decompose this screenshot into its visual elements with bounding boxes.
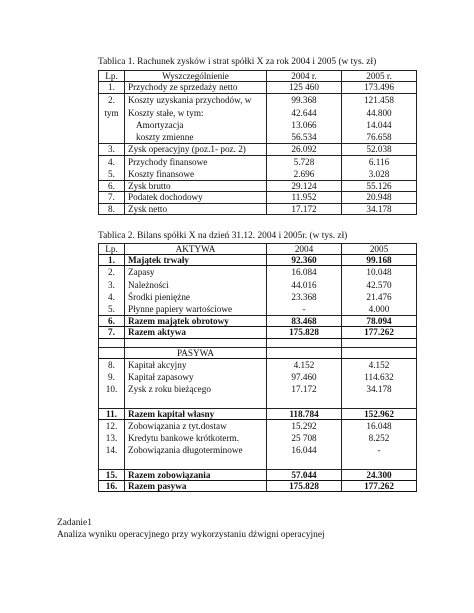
lp-cell: 7. xyxy=(99,327,125,338)
name-cell: Razem pasywa xyxy=(125,480,267,491)
table1-header-2004: 2004 r. xyxy=(267,71,342,82)
lp-line: 4. xyxy=(108,156,115,167)
value-line: 17.172 xyxy=(291,384,317,395)
value-line: 16.044 xyxy=(291,445,317,456)
value-line: 42.570 xyxy=(366,279,392,290)
value-2005-cell: 52.038 xyxy=(342,144,417,155)
value-line: 13.066 xyxy=(291,119,317,130)
value-2004-cell: 83.468 xyxy=(267,316,342,327)
name-cell: Razem zobowiązania xyxy=(125,469,267,480)
lp-cell xyxy=(99,94,125,144)
lp-cell: 16. xyxy=(99,480,125,491)
assets-row xyxy=(99,316,417,327)
table1-row-group xyxy=(99,155,417,181)
name-cell: Razem aktywa xyxy=(125,327,267,338)
name-line: Środki pieniężne xyxy=(128,291,190,302)
lp-cell xyxy=(99,358,125,408)
liabilities-row xyxy=(99,469,417,480)
name-line: Kredytu bankowe krótkoterm. xyxy=(128,433,239,444)
value-2005-cell: 20.948 xyxy=(342,192,417,203)
table2-header-lp: Lp. xyxy=(99,244,125,255)
value-2004-cell: 175.828 xyxy=(267,327,342,338)
name-cell: Podatek dochodowy xyxy=(125,192,267,203)
value-line: 10.048 xyxy=(366,267,392,278)
assets-row xyxy=(99,255,417,266)
value-line: 25 708 xyxy=(291,433,317,444)
name-cell: Razem majątek obrotowy xyxy=(125,316,267,327)
value-2004-cell: 26.092 xyxy=(267,144,342,155)
name-line: Kapitał akcyjny xyxy=(128,359,187,370)
value-line: 97.460 xyxy=(291,372,317,383)
value-line: - xyxy=(377,445,381,456)
name-line: Należności xyxy=(128,279,169,290)
lp-cell: 11. xyxy=(99,408,125,419)
table1-header-lp: Lp. xyxy=(99,71,125,82)
value-2005-cell: 177.262 xyxy=(342,327,417,338)
liabilities-header-lp xyxy=(99,347,125,358)
value-2004-cell xyxy=(267,155,342,181)
table1-row xyxy=(99,144,417,155)
value-2005-cell: 177.262 xyxy=(342,480,417,491)
value-line: 114.632 xyxy=(364,372,394,383)
value-line: 6.116 xyxy=(368,156,390,167)
value-2005-cell: 55.126 xyxy=(342,181,417,192)
liabilities-row-group xyxy=(99,358,417,408)
table2-caption: Tablica 2. Bilans spółki X na dzień 31.12. 2004 i 2005r. (w tys. zł) xyxy=(98,231,348,241)
table1-row xyxy=(99,192,417,203)
assets-row-group xyxy=(99,266,417,316)
value-2004-cell xyxy=(267,358,342,408)
table2-header-2004: 2004 xyxy=(267,244,342,255)
value-line: 21.476 xyxy=(366,291,392,302)
table2-header-2005: 2005 xyxy=(342,244,417,255)
table1-header-2005: 2005 r. xyxy=(342,71,417,82)
lp-line: 2. xyxy=(108,95,115,106)
lp-line xyxy=(102,119,121,131)
liabilities-header-row xyxy=(99,347,417,358)
value-line: 14.044 xyxy=(366,119,392,130)
liabilities-row xyxy=(99,480,417,491)
spacer-cell xyxy=(267,338,342,347)
lp-cell: 3. xyxy=(99,144,125,155)
value-2004-cell: 175.828 xyxy=(267,480,342,491)
value-line: 16.048 xyxy=(366,420,392,431)
name-line: Koszty uzyskania przychodów, w xyxy=(128,95,252,106)
assets-row xyxy=(99,327,417,338)
task-title: Zadanie1 xyxy=(57,518,92,528)
lp-line: 8. xyxy=(108,359,115,370)
name-cell xyxy=(125,94,267,144)
name-line: Zobowiązania z tyt.dostaw xyxy=(128,420,227,431)
value-2005-cell: 152.962 xyxy=(342,408,417,419)
value-2005-cell xyxy=(342,419,417,469)
value-line xyxy=(270,456,338,468)
name-line: Przychody finansowe xyxy=(128,156,208,167)
lp-line: 10. xyxy=(105,384,118,395)
value-2004-cell: 57.044 xyxy=(267,469,342,480)
lp-cell: 6. xyxy=(99,316,125,327)
income-statement-table xyxy=(98,70,417,215)
lp-cell xyxy=(99,419,125,469)
name-cell xyxy=(125,155,267,181)
spacer-cell xyxy=(99,338,125,347)
name-line: Kapitał zapasowy xyxy=(128,372,194,383)
value-2004-cell: 125 460 xyxy=(267,82,342,94)
name-line xyxy=(128,456,263,468)
lp-line: 3. xyxy=(108,279,115,290)
lp-line: 14. xyxy=(105,445,118,456)
value-line xyxy=(270,395,338,407)
table2-header-row xyxy=(99,244,417,255)
lp-line: tym xyxy=(104,107,119,118)
table1-header-name: Wyszczególnienie xyxy=(125,71,267,82)
balance-sheet-table xyxy=(98,243,417,492)
table2-spacer-row xyxy=(99,338,417,347)
value-line xyxy=(345,395,413,407)
lp-cell: 6. xyxy=(99,181,125,192)
value-line: 34.178 xyxy=(366,384,392,395)
value-2005-cell xyxy=(342,266,417,316)
lp-line: 2. xyxy=(108,267,115,278)
value-line: 15.292 xyxy=(291,420,317,431)
name-line: Koszty finansowe xyxy=(128,168,195,179)
value-line: - xyxy=(302,304,306,315)
lp-cell: 15. xyxy=(99,469,125,480)
name-cell xyxy=(125,266,267,316)
value-line: 44.800 xyxy=(366,107,392,118)
value-2005-cell: 78.094 xyxy=(342,316,417,327)
table1-row-group xyxy=(99,94,417,144)
name-line: Zysk z roku bieżącego xyxy=(128,384,211,395)
value-2004-cell: 92.360 xyxy=(267,255,342,266)
name-line: koszty zmienne xyxy=(136,132,194,143)
value-2005-cell: 99.168 xyxy=(342,255,417,266)
lp-line: 4. xyxy=(108,291,115,302)
name-cell xyxy=(125,419,267,469)
value-line: 23.368 xyxy=(291,291,317,302)
value-2005-cell xyxy=(342,155,417,181)
value-line xyxy=(345,456,413,468)
table1-row xyxy=(99,82,417,94)
name-cell xyxy=(125,358,267,408)
name-cell: Przychody ze sprzedaży netto xyxy=(125,82,267,94)
value-2005-cell: 24.300 xyxy=(342,469,417,480)
value-2004-cell: 17.172 xyxy=(267,203,342,214)
value-line: 16.084 xyxy=(291,267,317,278)
value-2005-cell xyxy=(342,94,417,144)
spacer-cell xyxy=(342,338,417,347)
name-cell: Zysk netto xyxy=(125,203,267,214)
name-line: Zobowiązania długoterminowe xyxy=(128,445,243,456)
name-cell: Majątek trwały xyxy=(125,255,267,266)
lp-line: 5. xyxy=(108,304,115,315)
lp-line: 5. xyxy=(108,168,115,179)
lp-line: 13. xyxy=(105,433,118,444)
liabilities-row xyxy=(99,408,417,419)
value-line: 76.658 xyxy=(366,132,392,143)
name-cell: Razem kapitał własny xyxy=(125,408,267,419)
value-line: 5.728 xyxy=(293,156,315,167)
value-2005-cell: 34.178 xyxy=(342,203,417,214)
table1-caption: Tablica 1. Rachunek zysków i strat spółki X za rok 2004 i 2005 (w tys. zł) xyxy=(98,57,377,67)
lp-cell: 1. xyxy=(99,255,125,266)
task-text: Analiza wyniku operacyjnego przy wykorzystaniu dźwigni operacyjnej xyxy=(57,530,325,540)
name-cell: Zysk operacyjny (poz.1- poz. 2) xyxy=(125,144,267,155)
value-line: 99.368 xyxy=(291,95,317,106)
value-line: 3.028 xyxy=(368,168,390,179)
name-line: Płynne papiery wartościowe xyxy=(128,304,233,315)
table1-header-row xyxy=(99,71,417,82)
value-2004-cell: 118.784 xyxy=(267,408,342,419)
value-2004-cell xyxy=(267,266,342,316)
lp-line: 12. xyxy=(105,420,118,431)
lp-line xyxy=(102,456,121,468)
lp-cell: 7. xyxy=(99,192,125,203)
liabilities-row-group xyxy=(99,419,417,469)
liabilities-header: PASYWA xyxy=(125,347,267,358)
value-2004-cell xyxy=(267,419,342,469)
table1-row xyxy=(99,203,417,214)
value-line: 44.016 xyxy=(291,279,317,290)
value-line: 8.252 xyxy=(368,433,390,444)
lp-line xyxy=(102,395,121,407)
value-line: 4.152 xyxy=(368,359,390,370)
table1-row xyxy=(99,181,417,192)
lp-cell xyxy=(99,155,125,181)
lp-line: 9. xyxy=(108,372,115,383)
lp-cell: 8. xyxy=(99,203,125,214)
value-2004-cell xyxy=(267,94,342,144)
liabilities-header-2004 xyxy=(267,347,342,358)
lp-cell xyxy=(99,266,125,316)
value-2004-cell: 11.952 xyxy=(267,192,342,203)
value-line: 56.534 xyxy=(291,132,317,143)
name-cell: Zysk brutto xyxy=(125,181,267,192)
value-line: 2.696 xyxy=(293,168,315,179)
value-line: 42.644 xyxy=(291,107,317,118)
lp-cell: 1. xyxy=(99,82,125,94)
value-line: 121.458 xyxy=(364,95,394,106)
name-line: Koszty stałe, w tym: xyxy=(128,107,204,118)
spacer-cell xyxy=(125,338,267,347)
table2-header-assets: AKTYWA xyxy=(125,244,267,255)
value-2005-cell xyxy=(342,358,417,408)
value-line: 4.152 xyxy=(293,359,315,370)
lp-line xyxy=(102,131,121,143)
value-line: 4.000 xyxy=(368,304,390,315)
value-2004-cell: 29.124 xyxy=(267,181,342,192)
value-2005-cell: 173.496 xyxy=(342,82,417,94)
name-line xyxy=(128,395,263,407)
name-line: Zapasy xyxy=(128,267,155,278)
name-line: Amortyzacja xyxy=(136,119,184,130)
liabilities-header-2005 xyxy=(342,347,417,358)
